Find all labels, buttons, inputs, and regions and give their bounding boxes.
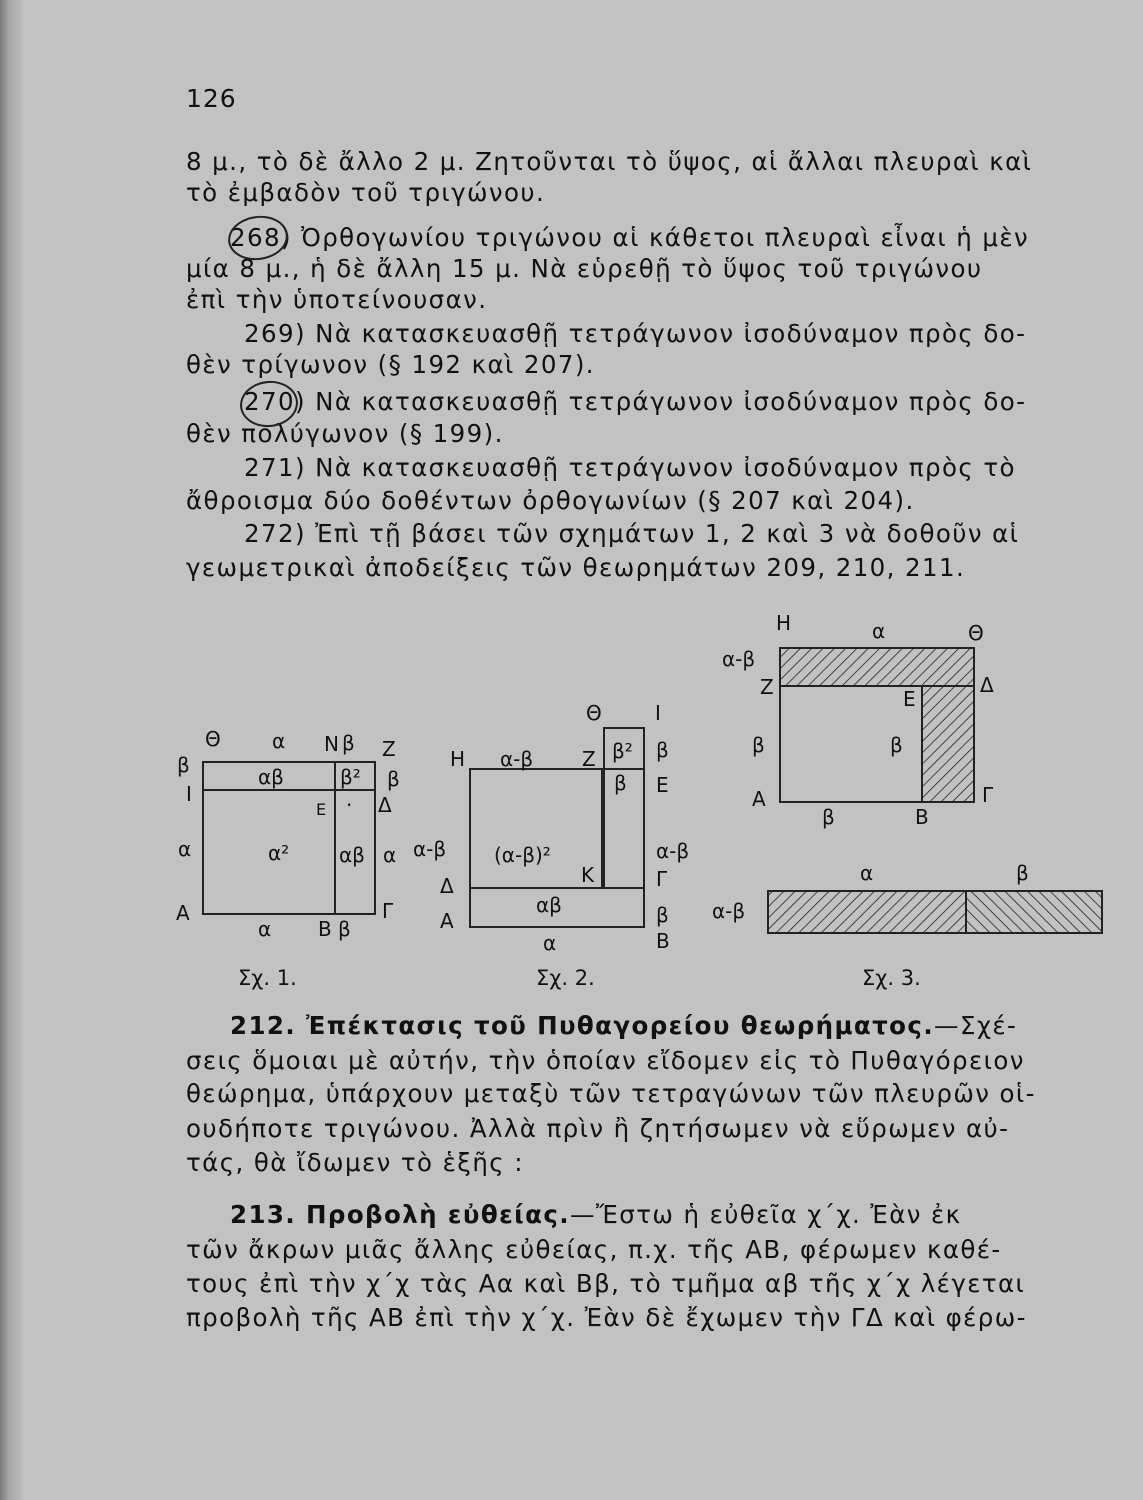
fig3-label: α-β (722, 647, 756, 671)
fig3-label: B (915, 805, 929, 829)
fig1-label: B (318, 917, 332, 941)
fig1-label: α (178, 837, 192, 861)
fig1-label: β² (340, 765, 361, 789)
fig3-label: β (1016, 861, 1029, 885)
fig1-label: I (186, 782, 192, 806)
section-212-title: 212. Ἐπέκτασις τοῦ Πυθαγορείου θεωρήματος. (230, 1011, 935, 1040)
text-line: σεις ὅμοιαι μὲ αὐτήν, τὴν ὁποίαν εἴδομεν εἰς τὸ Πυθαγόρειον (186, 1046, 1025, 1075)
section-213-title: 213. Προβολὴ εὐθείας. (230, 1200, 570, 1229)
fig2-label: (α-β)² (494, 843, 551, 867)
fig2-label: α (543, 931, 557, 955)
fig3-label: Z (760, 675, 774, 699)
fig1-label: Γ (382, 899, 394, 923)
text-line: 272) Ἐπὶ τῇ βάσει τῶν σχημάτων 1, 2 καὶ 3 νὰ δοθοῦν αἱ (244, 519, 1020, 548)
text-line: 8 μ., τὸ δὲ ἄλλο 2 μ. Ζητοῦνται τὸ ὕψος, αἱ ἄλλαι πλευραὶ καὶ (186, 147, 1033, 176)
fig2-label: I (655, 701, 661, 725)
text-line: 270) Νὰ κατασκευασθῇ τετράγωνον ἰσοδύναμον πρὸς δο- (244, 387, 1027, 416)
fig2-label: β (614, 771, 627, 795)
fig1-label: E (316, 800, 327, 819)
fig1-label: Δ (378, 793, 392, 817)
fig1-caption: Σχ. 1. (238, 966, 297, 990)
fig2-label: β² (612, 739, 633, 763)
fig1-label: N (324, 732, 339, 756)
fig1-label: α (383, 843, 397, 867)
fig1-label: Θ (205, 727, 221, 751)
fig2-label: β (656, 903, 669, 927)
fig3-strip-right-hatched (966, 891, 1102, 933)
fig3-label: β (752, 733, 765, 757)
fig1-label: α (272, 729, 286, 753)
fig2-label: A (440, 909, 454, 933)
section-212-heading-line (230, 1011, 1018, 1040)
text-line: γεωμετρικαὶ ἀποδείξεις τῶν θεωρημάτων 209, 210, 211. (186, 553, 966, 582)
fig3-strip-left-hatched (768, 891, 966, 933)
fig1-label: α (258, 917, 272, 941)
fig2-caption: Σχ. 2. (536, 966, 595, 990)
fig1-label: β (177, 753, 190, 777)
fig3-label: α (860, 861, 874, 885)
text-line: ἄθροισμα δύο δοθέντων ὀρθογωνίων (§ 207 καὶ 204). (186, 486, 915, 515)
fig2-label: αβ (536, 893, 562, 917)
figure-3 (768, 648, 1102, 933)
text-line: θεώρημα, ὑπάρχουν μεταξὺ τῶν τετραγώνων τῶν πλευρῶν οἱ- (186, 1079, 1036, 1108)
text-line: 268) Ὀρθογωνίου τριγώνου αἱ κάθετοι πλευραὶ εἶναι ἡ μὲν (230, 223, 1030, 252)
fig1-label: α² (268, 841, 290, 865)
fig2-label: Δ (440, 874, 454, 898)
fig2-label: Γ (656, 867, 668, 891)
fig3-label: α (872, 619, 886, 643)
text-line: τάς, θὰ ἴδωμεν τὸ ἑξῆς : (186, 1148, 524, 1177)
section-213-heading-line (230, 1200, 962, 1229)
text-line: 271) Νὰ κατασκευασθῇ τετράγωνον ἰσοδύναμον πρὸς τὸ (244, 453, 1016, 482)
section-text: —Ἔστω ἡ εὐθεῖα χ΄χ. Ἐὰν ἐκ (569, 1200, 962, 1229)
fig3-caption: Σχ. 3. (862, 966, 921, 990)
fig2-label: E (656, 773, 669, 797)
text-line: ουδήποτε τριγώνου. Ἀλλὰ πρὶν ἢ ζητήσωμεν νὰ εὕρωμεν αὐ- (186, 1114, 1010, 1143)
fig3-label: Θ (968, 621, 984, 645)
fig1-label: A (176, 901, 190, 925)
text-line: θὲν πολύγωνον (§ 199). (186, 419, 504, 448)
fig3-label: Δ (980, 673, 994, 697)
fig2-label: α-β (656, 839, 690, 863)
fig1-label: β (387, 767, 400, 791)
fig1-label: αβ (339, 843, 365, 867)
text-line: θὲν τρίγωνον (§ 192 καὶ 207). (186, 350, 595, 379)
fig3-label: α-β (712, 899, 746, 923)
text-line: τὸ ἐμβαδὸν τοῦ τριγώνου. (186, 178, 546, 207)
section-text: —Σχέ- (934, 1011, 1018, 1040)
text-line: 269) Νὰ κατασκευασθῇ τετράγωνον ἰσοδύναμον πρὸς δο- (244, 319, 1027, 348)
fig2-label: Θ (586, 701, 602, 725)
text-line: τους ἐπὶ τὴν χ΄χ τὰς Αα καὶ Ββ, τὸ τμῆμα αβ τῆς χ΄χ λέγεται (186, 1269, 1026, 1298)
text-line: προβολὴ τῆς ΑΒ ἐπὶ τὴν χ΄χ. Ἐὰν δὲ ἔχωμεν τὴν ΓΔ καὶ φέρω- (186, 1303, 1027, 1332)
fig1-label: αβ (258, 765, 284, 789)
fig1-label: β (342, 731, 355, 755)
fig3-hatched-side-strip (922, 686, 974, 802)
fig3-label: β (822, 805, 835, 829)
fig2-label: α-β (500, 747, 534, 771)
fig3-hatched-top-strip (780, 648, 974, 686)
fig3-label: E (903, 687, 916, 711)
page-number: 126 (186, 84, 237, 113)
fig3-label: Γ (982, 783, 994, 807)
fig2-label: α-β (413, 837, 447, 861)
fig2-label: Z (582, 747, 596, 771)
text-line: μία 8 μ., ἡ δὲ ἄλλη 15 μ. Νὰ εὑρεθῇ τὸ ὕψος τοῦ τριγώνου (186, 254, 983, 283)
fig1-label: Z (382, 737, 396, 761)
fig2-label: H (450, 747, 466, 771)
text-line: ἐπὶ τὴν ὑποτείνουσαν. (186, 285, 488, 314)
text-line: τῶν ἄκρων μιᾶς ἄλλης εὐθείας, π.χ. τῆς ΑΒ, φέρωμεν καθέ- (186, 1235, 1002, 1264)
fig1-label: β (338, 917, 351, 941)
fig3-label: β (890, 733, 903, 757)
fig2-label: β (656, 738, 669, 762)
fig2-label: B (656, 929, 670, 953)
fig3-label: A (752, 787, 766, 811)
fig1-label: · (346, 793, 353, 817)
fig3-label: H (776, 611, 792, 635)
fig2-label: K (581, 863, 595, 887)
